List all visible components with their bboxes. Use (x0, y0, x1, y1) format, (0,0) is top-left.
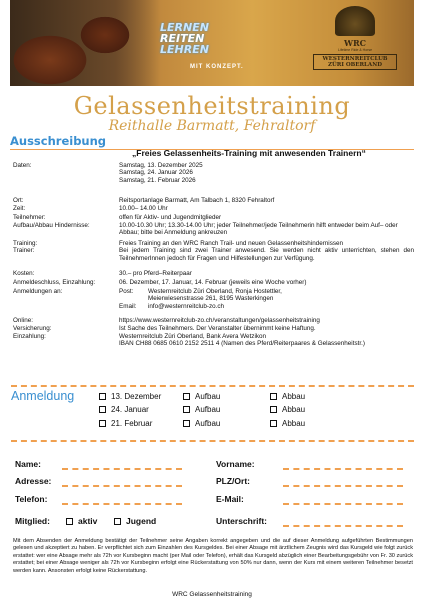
vorname-field[interactable] (283, 468, 403, 470)
aufbau-value: 10.00-10.30 Uhr; 13.30-14.00 Uhr; jeder Teilnehmer/jede Teilnehmerin hilft entweder beim Auf– oder Abbau; bitte bei Anmeldung ankreuzen (119, 222, 398, 237)
email-input[interactable] (283, 503, 403, 505)
aktiv-option[interactable] (66, 516, 97, 526)
mitglied-label: Mitglied: (15, 516, 50, 526)
trainer-text: Bei jedem Training sind zwei Trainer anwesend. Sie werden nicht aktiv unterrichten, stehen den TeilnehmerInnen jedoch für Fragen und Hilfestellungen zur Verfügung. (119, 247, 414, 262)
checkbox[interactable] (114, 518, 121, 525)
aufbau-label-2: Aufbau (195, 405, 221, 414)
checkbox[interactable] (270, 406, 277, 413)
teilnehmer-label: Teilnehmer: (13, 214, 46, 221)
training-text: Freies Training an den WRC Ranch Trail- und neuen Gelassenheitshindernissen (119, 240, 344, 247)
footer: WRC Gelassenheitstraining (172, 591, 252, 598)
einzahlung-line-2: IBAN CH88 0685 0610 2152 2511 4 (Namen des Pferd/Reiterpaares & Gelassenheitstr.) (119, 340, 365, 348)
page-subtitle: Reithalle Barmatt, Fehraltorf (108, 118, 316, 134)
telefon-field[interactable] (62, 503, 182, 505)
date-option-3[interactable] (99, 419, 152, 428)
banner-konzept: MIT KONZEPT. (190, 64, 244, 70)
ort-value: Reitsportanlage Barmatt, Am Talbach 1, 8320 Fehraltorf (119, 197, 275, 204)
divider (11, 440, 414, 442)
jugend-label: Jugend (126, 516, 157, 526)
abbau-label-3: Abbau (282, 419, 306, 428)
email-link[interactable]: info@westernreitclub-zo.ch (148, 302, 225, 310)
teilnehmer-value: offen für Aktiv- und Jugendmitglieder (119, 214, 222, 221)
checkbox[interactable] (66, 518, 73, 525)
zeit-label: Zeit: (13, 205, 26, 212)
logo-club-line-1: WESTERNREITCLUB (322, 56, 388, 62)
versicherung-label: Versicherung: (13, 325, 52, 332)
banner-slogan (160, 22, 260, 55)
logo-wrc-text: WRC (344, 38, 366, 48)
kosten-label: Kosten: (13, 270, 35, 277)
training-label-text: Training: (13, 240, 38, 247)
daten-line-3: Samstag, 21. Februar 2026 (119, 176, 196, 184)
aufbau-option-1[interactable] (183, 392, 220, 401)
unterschrift-label: Unterschrift: (216, 516, 268, 526)
abbau-label-2: Abbau (282, 405, 306, 414)
aufbau-label: Aufbau/Abbau Hindernisse: (13, 222, 90, 229)
plz-field[interactable] (283, 485, 403, 487)
date-label-1: 13. Dezember (111, 392, 162, 401)
post-label: Post: (119, 288, 134, 295)
anmeldungen-label: Anmeldungen an: (13, 288, 63, 295)
date-label-2: 24. Januar (111, 405, 149, 414)
abbau-label-1: Abbau (282, 392, 306, 401)
logo-club-box (313, 54, 397, 70)
zeit-value: 10.00– 14.00 Uhr (119, 205, 168, 212)
horse-photo (10, 0, 160, 86)
unterschrift-field[interactable] (283, 525, 403, 527)
daten-line-1: Samstag, 13. Dezember 2025 (119, 162, 203, 169)
jugend-option[interactable] (114, 516, 156, 526)
anmeldeschluss-label: Anmeldeschluss, Einzahlung: (13, 279, 96, 286)
training-value (119, 240, 414, 262)
terms-text: Mit dem Absenden der Anmeldung bestätigt der Teilnehmer seine Angaben korrekt angegeben und die auf dieser Anmeldung aufgeführten Bestimmungen gelesen und akzeptiert zu haben. Er verpflichtet sich zum Einzahlen des Kursgeldes. Bei einer Absage mit ärztlichem Zeugnis wird das Kursgeld wie folgt zurück erstattet: wer eine Absage mehr als 72h vor Kursbeginn macht (per Mail oder Telefon), erhält das Kursgeld abzüglich einer Bearbeitungsgebühr von Fr. 30 zurück erstattet; bei einer Absage weniger als 72h vor Kursbeginn erfolgt eine Rückerstattung von 50% nur dann, wenn der Kurs mit einem weiteren Teilnehmer besetzt werden kann. Ansonsten erfolgt keine Rückerstattung. (13, 538, 413, 574)
einzahlung-value (119, 333, 414, 348)
checkbox[interactable] (183, 393, 190, 400)
date-option-2[interactable] (99, 405, 149, 414)
logo-tagline: Lifetime Ride & Horse (337, 48, 373, 52)
aktiv-label: aktiv (78, 516, 98, 526)
email-field-label: E-Mail: (216, 494, 244, 504)
trainer-label-text: Trainer: (13, 247, 35, 255)
slogan-line-1: LERNEN (160, 21, 209, 34)
post-line-2: Meierwiesenstrasse 261, 8195 Wasterkingen (148, 295, 274, 303)
anmeldeschluss-value: 06. Dezember, 17. Januar, 14. Februar (jeweils eine Woche vorher) (119, 279, 307, 286)
vorname-label: Vorname: (216, 459, 255, 469)
abbau-option-2[interactable] (270, 405, 305, 414)
logo-club-line-2: ZÜRI OBERLAND (327, 62, 382, 68)
ort-label: Ort: (13, 197, 24, 204)
wrc-logo (313, 6, 397, 82)
einzahlung-line-1: Westernreitclub Züri Oberland, Bank Avera Wetzikon (119, 333, 266, 340)
online-label: Online: (13, 317, 33, 324)
page-title: Gelassenheitstraining (73, 92, 351, 120)
telefon-label: Telefon: (15, 494, 48, 504)
aufbau-option-2[interactable] (183, 405, 220, 414)
slogan-line-3: LEHREN (160, 43, 209, 56)
abbau-option-3[interactable] (270, 419, 305, 428)
date-option-1[interactable] (99, 392, 161, 401)
checkbox[interactable] (270, 393, 277, 400)
rider-logo-icon (335, 6, 375, 36)
course-title: „Freies Gelassenheits-Training mit anwesenden Trainern“ (132, 148, 366, 158)
name-label: Name: (15, 459, 41, 469)
plz-label: PLZ/Ort: (216, 476, 250, 486)
post-line-1: Westernreitclub Züri Oberland, Ronja Hostettler, (148, 288, 282, 295)
adresse-label: Adresse: (15, 476, 52, 486)
date-label-3: 21. Februar (111, 419, 153, 428)
header-banner (10, 0, 414, 86)
online-link[interactable]: https://www.westernreitclub-zo.ch/veranstaltungen/gelassenheitstraining (119, 317, 320, 324)
section-heading-ausschreibung: Ausschreibung (10, 134, 414, 150)
section-heading-anmeldung: Anmeldung (11, 385, 414, 403)
checkbox[interactable] (99, 406, 106, 413)
anmeldungen-value (119, 288, 414, 310)
checkbox[interactable] (183, 406, 190, 413)
email-label: Email: (119, 302, 137, 310)
abbau-option-1[interactable] (270, 392, 305, 401)
kosten-value: 30.– pro Pferd–Reiterpaar (119, 270, 192, 277)
checkbox[interactable] (270, 420, 277, 427)
name-field[interactable] (62, 468, 182, 470)
einzahlung-label: Einzahlung: (13, 333, 46, 340)
aufbau-label-3: Aufbau (195, 419, 221, 428)
daten-values (119, 162, 414, 184)
versicherung-value: Ist Sache des Teilnehmers. Der Veranstalter übernimmt keine Haftung. (119, 325, 316, 332)
slogan-line-2: REITEN (160, 32, 205, 45)
checkbox[interactable] (183, 420, 190, 427)
training-label (13, 240, 118, 255)
daten-label: Daten: (13, 162, 32, 169)
checkbox[interactable] (99, 420, 106, 427)
aufbau-option-3[interactable] (183, 419, 220, 428)
adresse-field[interactable] (62, 485, 182, 487)
daten-line-2: Samstag, 24. Januar 2026 (119, 169, 193, 177)
aufbau-label-1: Aufbau (195, 392, 221, 401)
checkbox[interactable] (99, 393, 106, 400)
